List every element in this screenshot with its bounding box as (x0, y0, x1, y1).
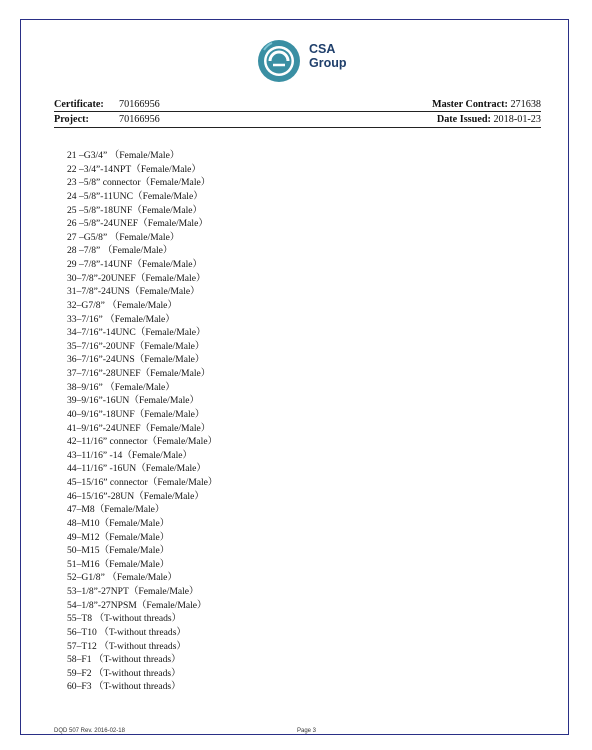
list-item: 52–G1/8” （Female/Male） (67, 572, 178, 584)
header-divider-1 (54, 111, 541, 112)
list-item: 26 –5/8”-24UNEF（Female/Male） (67, 218, 208, 230)
project-row (54, 113, 160, 126)
list-item: 48–M10（Female/Male） (67, 517, 170, 529)
project-value: 70166956 (119, 114, 160, 125)
master-contract-row (432, 98, 541, 111)
master-contract-value: 271638 (510, 99, 541, 110)
list-item: 42–11/16” connector（Female/Male） (67, 436, 218, 448)
list-item: 45–15/16” connector（Female/Male） (67, 477, 218, 488)
list-item: 32–G7/8” （Female/Male） (67, 299, 178, 311)
list-item: 31–7/8”-24UNS（Female/Male） (67, 286, 200, 298)
list-item: 22 –3/4”-14NPT（Female/Male） (67, 163, 202, 175)
list-item: 59–F2 （T-without threads） (67, 667, 181, 679)
list-item: 60–F3 （T-without threads） (67, 681, 181, 693)
list-item: 50–M15（Female/Male） (67, 545, 170, 557)
list-item: 36–7/16”-24UNS（Female/Male） (67, 354, 205, 366)
list-item: 30–7/8”-20UNEF（Female/Male） (67, 272, 206, 284)
list-item: 23 –5/8” connector（Female/Male） (67, 177, 211, 189)
list-item: 51–M16（Female/Male） (67, 558, 170, 570)
logo-text-line2: Group (309, 56, 347, 70)
date-issued-label: Date Issued: (436, 114, 491, 125)
certificate-value: 70166956 (119, 99, 160, 110)
list-item: 58–F1 （T-without threads） (67, 654, 181, 666)
form-revision: DQD 507 Rev. 2016-02-18 (54, 728, 125, 734)
list-item: 21 –G3/4” （Female/Male） (67, 150, 180, 161)
list-item: 49–M12（Female/Male） (67, 531, 170, 543)
list-item: 33–7/16” （Female/Male） (67, 313, 175, 325)
list-item: 44–11/16” -16UN（Female/Male） (67, 463, 206, 475)
list-item: 25 –5/8”-18UNF（Female/Male） (67, 204, 203, 216)
list-item: 38–9/16” （Female/Male） (67, 381, 175, 393)
list-item: 46–15/16”-28UN（Female/Male） (67, 490, 204, 502)
certificate-row (54, 98, 160, 111)
certificate-label: Certificate: (54, 99, 104, 110)
list-item: 56–T10 （T-without threads） (67, 626, 187, 638)
list-item: 39–9/16”-16UN（Female/Male） (67, 395, 200, 407)
list-item: 41–9/16”-24UNEF（Female/Male） (67, 422, 211, 434)
list-item: 29 –7/8”-14UNF（Female/Male） (67, 259, 203, 270)
list-item: 57–T12 （T-without threads） (67, 640, 187, 652)
list-item: 55–T8 （T-without threads） (67, 613, 182, 625)
logo-text-line1: CSA (309, 42, 336, 56)
project-label: Project: (54, 114, 89, 125)
list-item: 43–11/16” -14（Female/Male） (67, 449, 193, 461)
list-item: 53–1/8”-27NPT（Female/Male） (67, 586, 199, 597)
csa-group-logo (256, 38, 356, 84)
list-item: 47–M8（Female/Male） (67, 504, 165, 516)
page-number: Page 3 (297, 728, 317, 734)
list-item: 28 –7/8” （Female/Male） (67, 245, 173, 257)
date-issued-row (437, 113, 541, 126)
list-item: 34–7/16”-14UNC（Female/Male） (67, 327, 206, 339)
csa-logo-icon (256, 38, 304, 84)
master-contract-label: Master Contract: (431, 99, 508, 110)
list-item: 40–9/16”-18UNF（Female/Male） (67, 408, 205, 420)
list-item: 24 –5/8”-11UNC（Female/Male） (67, 190, 203, 202)
list-item: 27 –G5/8” （Female/Male） (67, 231, 180, 243)
date-issued-value: 2018-01-23 (493, 114, 541, 125)
fitting-list (67, 149, 218, 694)
list-item: 54–1/8”-27NPSM（Female/Male） (67, 599, 207, 611)
header-divider-2 (54, 127, 541, 128)
list-item: 35–7/16”-20UNF（Female/Male） (67, 340, 205, 352)
list-item: 37–7/16”-28UNEF（Female/Male） (67, 368, 211, 379)
